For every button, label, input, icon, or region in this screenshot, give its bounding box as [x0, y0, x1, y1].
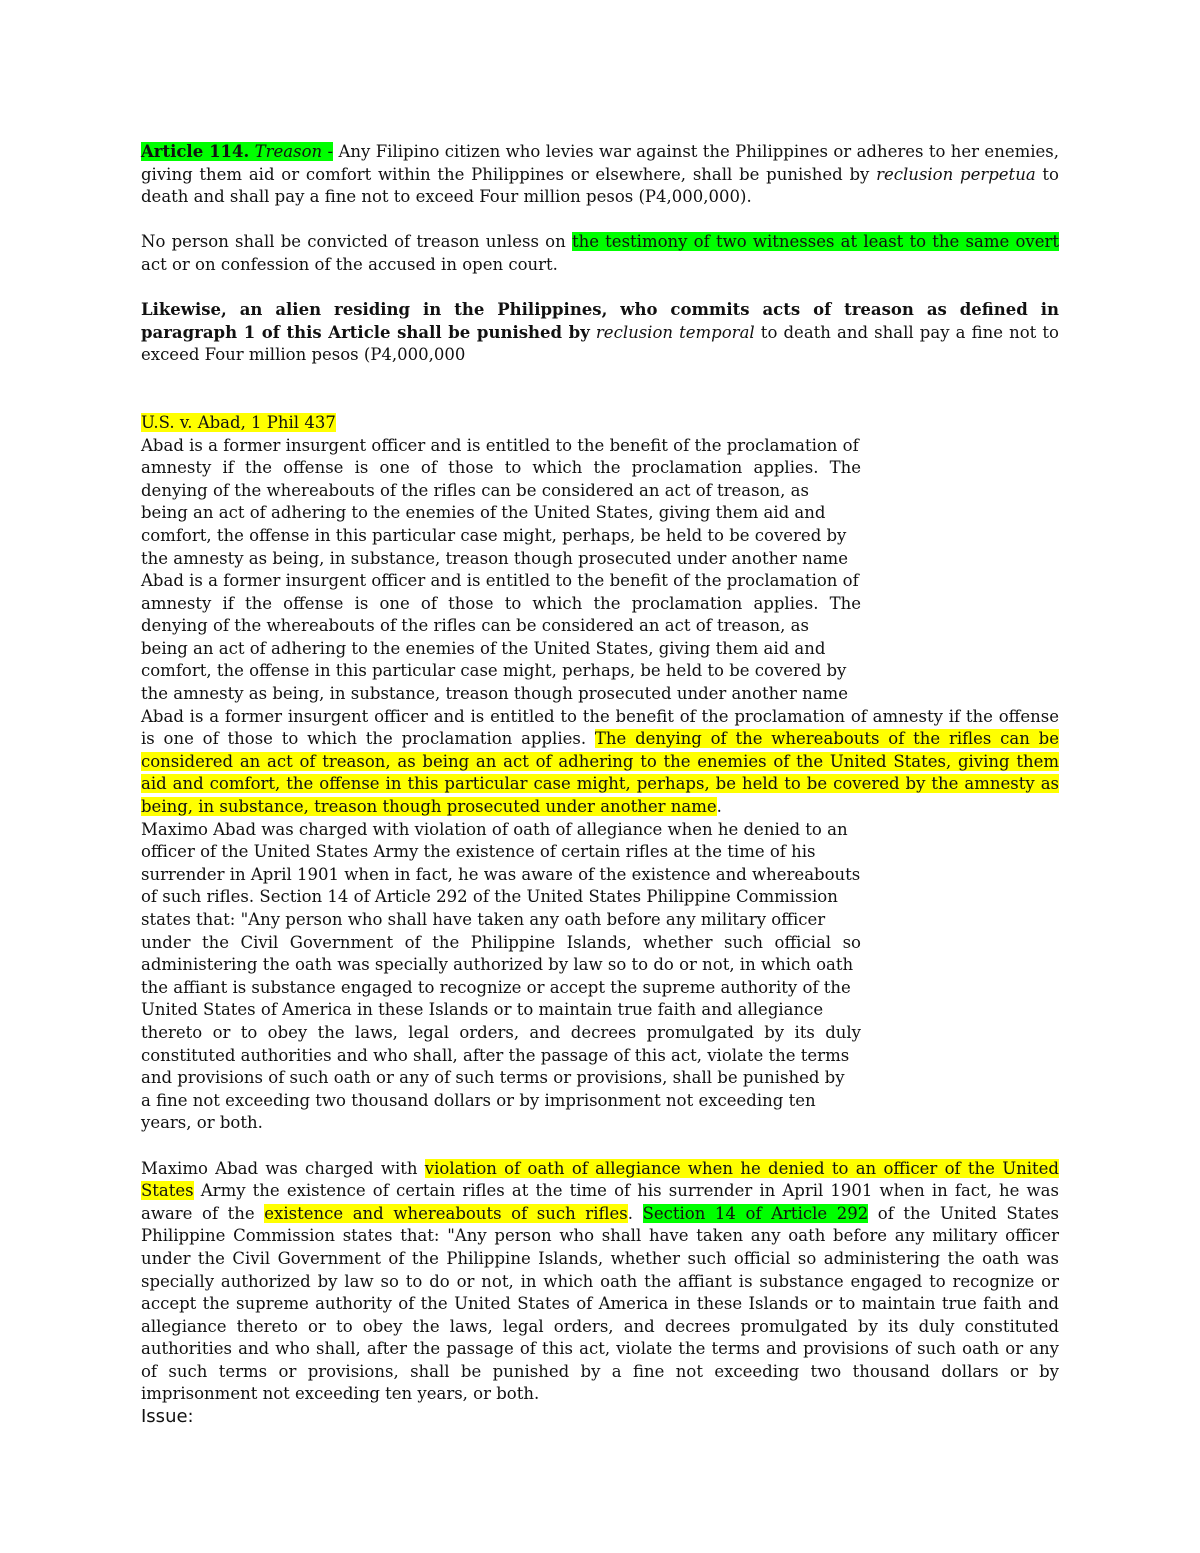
block-line: denying of the whereabouts of the rifles can be considered an act of treason, as: [141, 616, 809, 636]
document-page: [141, 141, 1059, 1429]
article-text: Any Filipino citizen who levies war against the Philippines or adheres to her enemies, giving them aid or comfort within the Philippines or elsewhere, shall be punished by: [141, 142, 1059, 184]
case-title: U.S. v. Abad, 1 Phil 437: [141, 412, 336, 432]
block-line: being an act of adhering to the enemies of the United States, giving them aid and: [141, 638, 826, 658]
block-line: the affiant is substance engaged to recognize or accept the supreme authority of the: [141, 977, 851, 997]
alien-penalty-term: reclusion temporal: [595, 322, 755, 342]
block-line: administering the oath was specially authorized by law so to do or not, in which oath: [141, 955, 854, 975]
block-line: states that: "Any person who shall have taken any oath before any military officer: [141, 910, 826, 929]
article-heading: Article 114.: [141, 142, 250, 161]
block-line: officer of the United States Army the existence of certain rifles at the time of his: [141, 842, 816, 862]
article-paragraph-3: [141, 299, 1059, 367]
block-line: of such rifles. Section 14 of Article 292 of the United States Philippine Commission: [141, 887, 838, 907]
paragraph-text-end: act or on confession of the accused in open court.: [141, 254, 558, 274]
block-line: surrender in April 1901 when in fact, he was aware of the existence and whereabouts: [141, 864, 861, 884]
final-text: Maximo Abad was charged with: [141, 1158, 425, 1178]
case-block-1: [141, 435, 861, 571]
block-line: Abad is a former insurgent officer and is entitled to the benefit of the proclamation of: [141, 435, 859, 455]
paragraph-text: No person shall be convicted of treason unless on: [141, 232, 572, 252]
block-line: denying of the whereabouts of the rifles can be considered an act of treason, as: [141, 480, 809, 500]
block-line: thereto or to obey the laws, legal orders, and decrees promulgated by its duly: [141, 1022, 861, 1042]
case-summary-paragraph: [141, 706, 1059, 819]
article-title-dash: -: [322, 142, 334, 161]
summary-highlight: The denying of the whereabouts of the rifles can be considered an act of treason, as being an act of adhering to the enemies of the United States, giving them aid and comfort, the offense in this particular case might, perhaps, be held to be covered by the amnesty as being, in substance, treason though prosecuted under another name: [141, 729, 1059, 817]
article-paragraph-1: [141, 141, 1059, 209]
summary-period: .: [716, 797, 722, 817]
case-title-line: [141, 412, 1059, 435]
block-line: the amnesty as being, in substance, treason though prosecuted under another name: [141, 684, 848, 704]
block-line: Maximo Abad was charged with violation of oath of allegiance when he denied to an: [141, 819, 848, 839]
block-line: United States of America in these Islands or to maintain true faith and allegiance: [141, 1000, 824, 1020]
alien-provision-text: to death and shall pay a fine not to exceed Four million pesos (P4,000,000: [141, 322, 1059, 365]
spacer: [141, 209, 1059, 232]
case-block-2: [141, 570, 861, 706]
final-paragraph: [141, 1158, 1059, 1407]
article-paragraph-2: [141, 231, 1059, 276]
final-text: .: [627, 1203, 643, 1223]
final-highlight-section: Section 14 of Article 292: [642, 1203, 869, 1223]
block-line: and provisions of such oath or any of such terms or provisions, shall be punished by: [141, 1068, 845, 1088]
block-line: Abad is a former insurgent officer and is entitled to the benefit of the proclamation of: [141, 571, 859, 591]
maximo-block: [141, 819, 861, 1135]
article-text-end: to death and shall pay a fine not to exceed Four million pesos (P4,000,000).: [141, 164, 1059, 207]
spacer: [141, 367, 1059, 412]
final-text: Army the existence of certain rifles at the time of his surrender in April 1901 when in fact, he was aware of the: [141, 1181, 1059, 1223]
summary-text: Abad is a former insurgent officer and is entitled to the benefit of the proclamation of amnesty if the offense is one of those to which the proclamation applies.: [141, 706, 1059, 749]
article-penalty-term: reclusion perpetua: [876, 164, 1036, 184]
block-line: constituted authorities and who shall, after the passage of this act, violate the terms: [141, 1045, 850, 1065]
witness-rule-highlight: the testimony of two witnesses at least to the same overt: [571, 232, 1059, 252]
block-line: being an act of adhering to the enemies of the United States, giving them aid and: [141, 503, 826, 523]
spacer: [141, 277, 1059, 300]
issue-label: Issue:: [141, 1406, 194, 1428]
article-title: Treason: [254, 142, 323, 161]
block-line: the amnesty as being, in substance, treason though prosecuted under another name: [141, 548, 848, 568]
final-highlight-rifles: existence and whereabouts of such rifles: [264, 1203, 628, 1223]
block-line: comfort, the offense in this particular case might, perhaps, be held to be covered by: [141, 525, 847, 545]
block-line: comfort, the offense in this particular case might, perhaps, be held to be covered by: [141, 661, 847, 681]
block-line: years, or both.: [141, 1113, 263, 1133]
block-line: under the Civil Government of the Philippine Islands, whether such official so: [141, 932, 861, 952]
block-line: a fine not exceeding two thousand dollars or by imprisonment not exceeding ten: [141, 1090, 816, 1110]
final-text: of the United States Philippine Commission states that: "Any person who shall have taken any oath before any military officer under the Civil Government of the Philippine Islands, whether such official so administering the oath was specially authorized by law so to do or not, in which oath the affiant is substance engaged to recognize or accept the supreme authority of the United States of America in these Islands or to maintain true faith and allegiance thereto or to obey the laws, legal orders, and decrees promulgated by its duly constituted authorities and who shall, after the passage of this act, violate the terms and provisions of such oath or any of such terms or provisions, shall be punished by a fine not exceeding two thousand dollars or by imprisonment not exceeding ten years, or both.: [141, 1203, 1060, 1404]
block-line: amnesty if the offense is one of those to which the proclamation applies. The: [141, 458, 861, 478]
spacer: [141, 1135, 1059, 1158]
final-highlight-oath: violation of oath of allegiance when he denied to an officer of the United States: [141, 1158, 1059, 1201]
block-line: amnesty if the offense is one of those to which the proclamation applies. The: [141, 593, 861, 613]
alien-provision-bold: Likewise, an alien residing in the Philippines, who commits acts of treason as defined in paragraph 1 of this Article shall be punished by: [141, 300, 1059, 342]
article-heading-highlight: [141, 142, 333, 161]
